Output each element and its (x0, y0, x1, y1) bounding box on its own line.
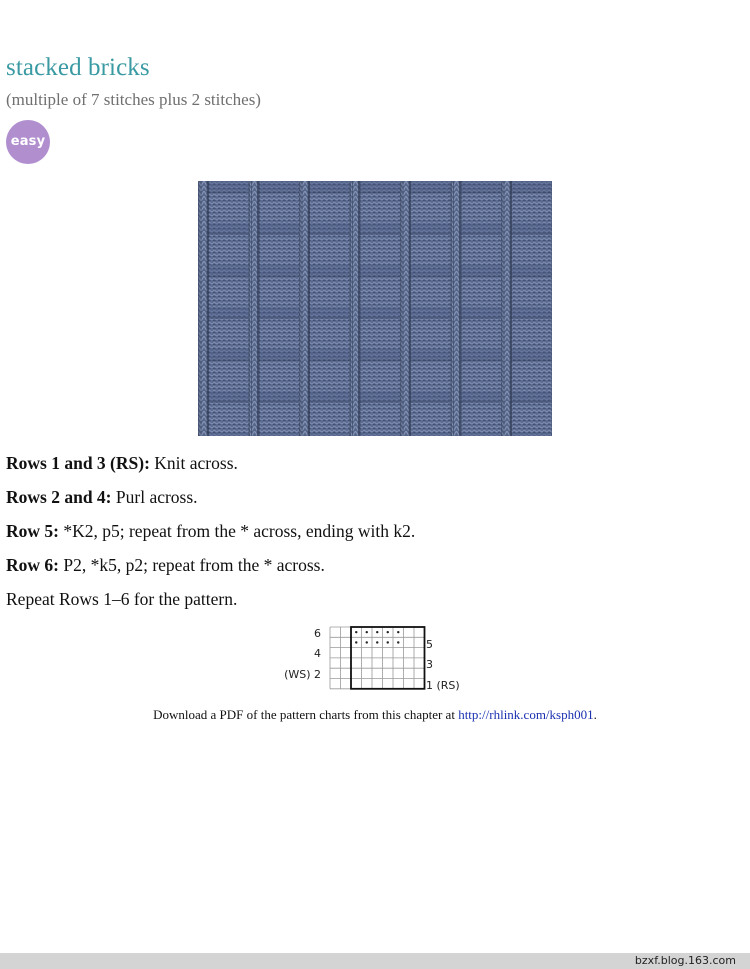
instruction-row-5 (6, 589, 237, 610)
chart-purl-dot (376, 641, 378, 643)
footer-bar (0, 953, 750, 969)
chart-purl-dot (376, 631, 378, 633)
chart-right-label-5: 5 (426, 638, 433, 651)
download-note (0, 707, 750, 723)
chart-purl-dot (366, 641, 368, 643)
chart-right-label-3: 3 (426, 658, 433, 671)
chart-left-label-6: 6 (314, 627, 321, 640)
chart-grid (330, 627, 425, 689)
row-label: Row 5: (6, 521, 59, 541)
download-suffix: . (593, 707, 597, 722)
footer-watermark: bzxf.blog.163.com (634, 954, 736, 967)
row-text: P2, *k5, p2; repeat from the * across. (58, 555, 325, 575)
stitch-chart (284, 622, 468, 696)
row-label: Rows 2 and 4: (6, 487, 112, 507)
chart-purl-dot (355, 641, 357, 643)
download-prefix: Download a PDF of the pattern charts from this chapter at (153, 707, 459, 722)
row-label: Row 6: (6, 555, 59, 575)
instruction-row-3 (6, 521, 415, 542)
row-text: Purl across. (111, 487, 198, 507)
difficulty-badge (6, 120, 50, 164)
chart-left-label-2: (WS) 2 (284, 668, 321, 681)
pattern-title: stacked bricks (6, 54, 150, 81)
instruction-row-2 (6, 487, 198, 508)
difficulty-label: easy (10, 133, 46, 149)
instruction-row-1 (6, 453, 238, 474)
download-link[interactable]: http://rhlink.com/ksph001 (458, 707, 594, 722)
chart-purl-dot (387, 641, 389, 643)
chart-left-label-4: 4 (314, 647, 321, 660)
row-label: Rows 1 and 3 (RS): (6, 453, 150, 473)
chart-purl-dot (366, 631, 368, 633)
swatch-photo (198, 181, 552, 436)
chart-purl-dot (397, 631, 399, 633)
chart-purl-dot (355, 631, 357, 633)
instruction-row-4 (6, 555, 325, 576)
chart-purl-dot (387, 631, 389, 633)
row-text: Repeat Rows 1–6 for the pattern. (6, 589, 238, 609)
chart-right-label-1: 1 (RS) (426, 679, 460, 692)
row-text: Knit across. (149, 453, 238, 473)
chart-purl-dot (397, 641, 399, 643)
pattern-subtitle: (multiple of 7 stitches plus 2 stitches) (6, 90, 261, 109)
row-text: *K2, p5; repeat from the * across, ending with k2. (58, 521, 416, 541)
